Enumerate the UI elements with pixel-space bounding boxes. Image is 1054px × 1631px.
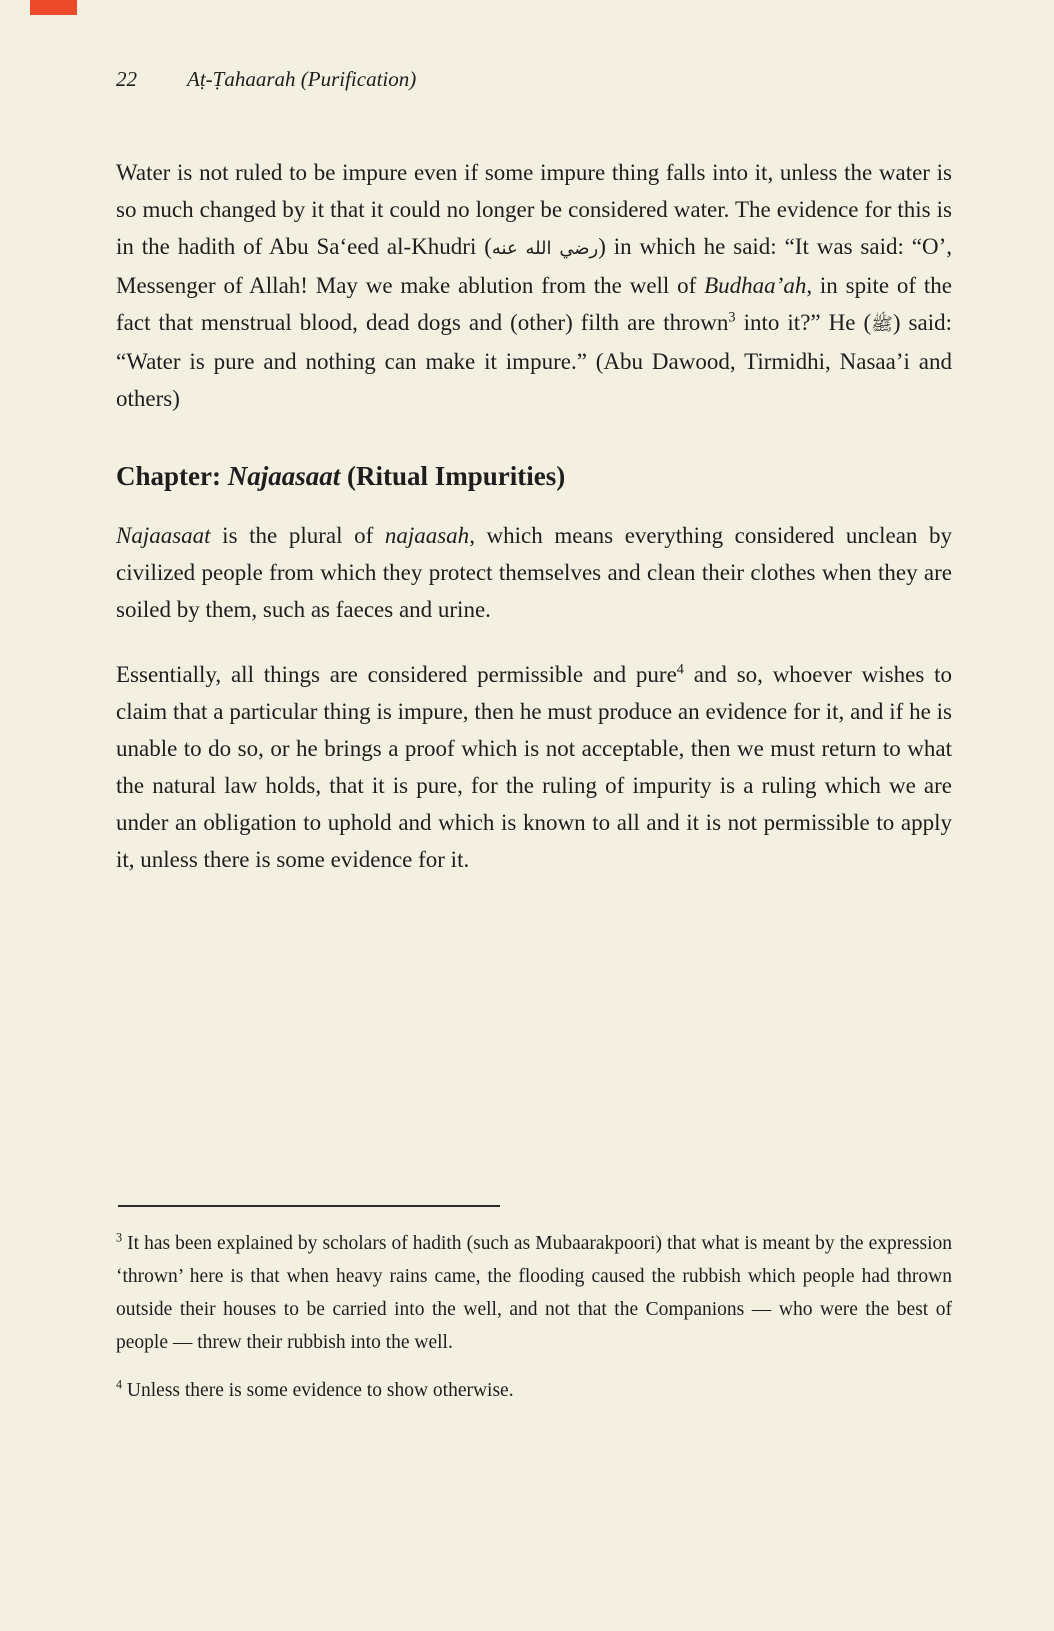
footnotes-section [116, 1205, 952, 1422]
footnote-4: $^4$ Unless there is some evidence to show otherwise. [116, 1377, 514, 1401]
page-number: 22 [116, 67, 137, 91]
page-header [116, 66, 416, 92]
sallallahu-alayhi-wasallam-symbol: ﷺ [871, 314, 893, 335]
footnote-3: $^3$ It has been explained by scholars of hadith (such as Mubaarakpoori) that what is meant by the expression ‘thrown’ here is that when heavy rains came, the flooding caused the rubbish which people had thrown outside their houses to be carried into the well, and not that the Companions — who were the best of people — threw their rubbish into the well. [116, 1230, 952, 1353]
radiallahu-anhu-symbol: رضي الله عنه [491, 238, 599, 259]
chapter-heading: Chapter: Najaasaat (Ritual Impurities) [116, 461, 566, 491]
footnote-separator-rule [118, 1205, 500, 1207]
scan-artifact-red-strip [30, 0, 77, 15]
paragraph-najaasaat-definition: Najaasaat is the plural of najaasah, which means everything considered unclean by civilized people from which they protect themselves and clean their clothes when they are soiled by them, such as faeces and urine. [116, 523, 953, 622]
running-title: Aṭ-Ṭahaarah (Purification) [187, 67, 417, 91]
page-content [116, 118, 952, 878]
paragraph-water-ruling: Water is not ruled to be impure even if some impure thing falls into it, unless the water is so much changed by it that it could no longer be considered water. The evidence for this is in the hadith of Abu Sa‘eed al-Khudri (رضي الله عنه) in which he said: “It was said: “O’, Messenger of Allah! May we make ablution from the well of Budhaa’ah, in spite of the fact that menstrual blood, dead dogs and (other) filth are thrown$^3$ into it?” He (ﷺ) said: “Water is pure and nothing can make it impure.” (Abu Dawood, Tirmidhi, Nasaa’i and others) [116, 160, 952, 411]
paragraph-permissibility-principle: Essentially, all things are considered permissible and pure$^4$ and so, whoever wishes to claim that a particular thing is impure, then he must produce an evidence for it, and if he is unable to do so, or he brings a proof which is not acceptable, then we must return to what the natural law holds, that it is pure, for the ruling of impurity is a ruling which we are under an obligation to uphold and which is known to all and it is not permissible to apply it, unless there is some evidence for it. [116, 661, 952, 872]
